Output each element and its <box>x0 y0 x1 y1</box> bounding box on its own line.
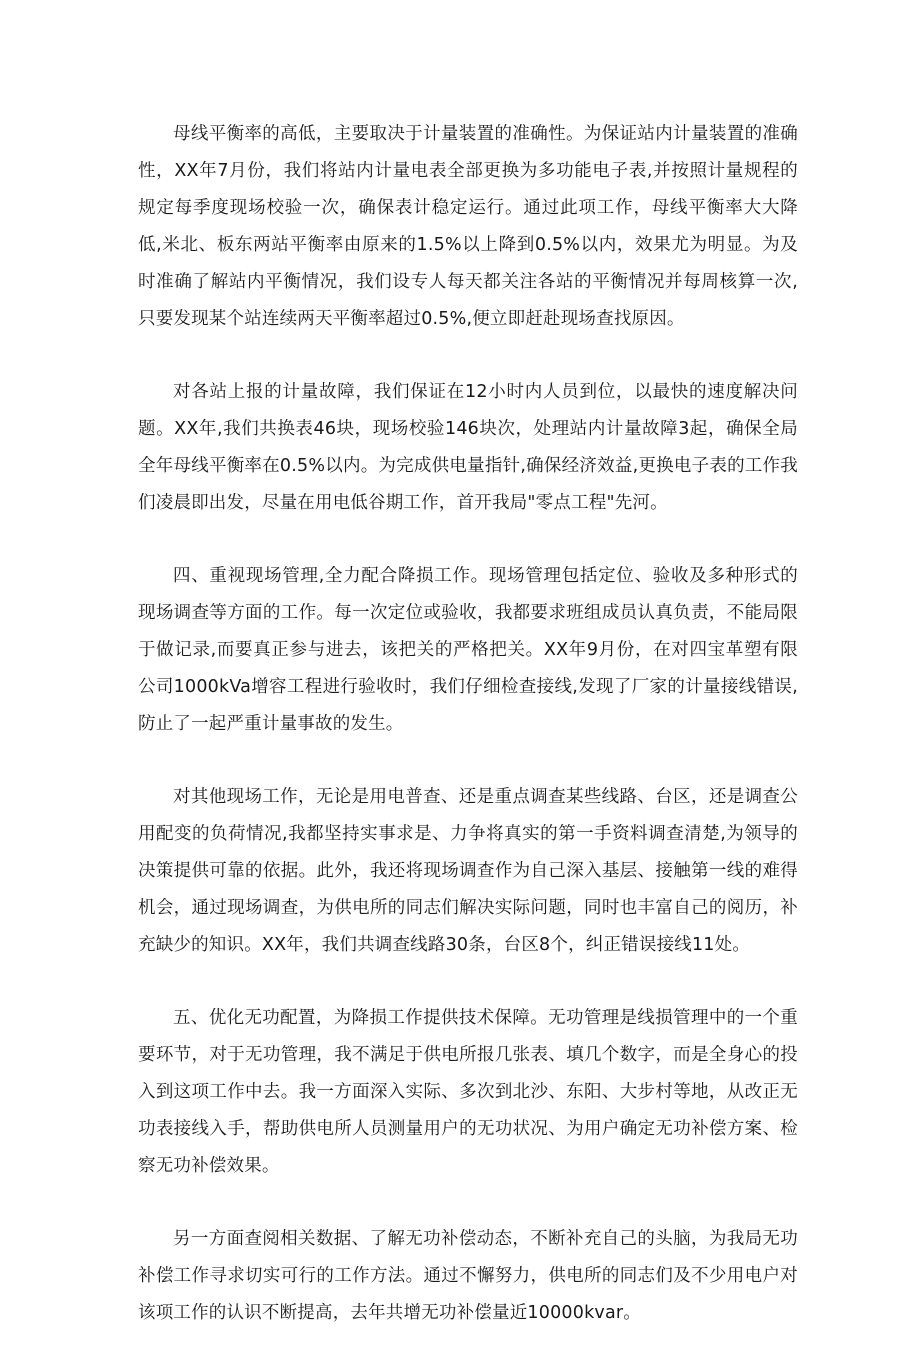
document-body <box>138 116 798 1368</box>
paragraph-metering-faults: 对各站上报的计量故障，我们保证在12小时内人员到位，以最快的速度解决问题。XX年,我们共换表46块，现场校验146块次，处理站内计量故障3起，确保全局全年母线平衡率在0.5%以内。为完成供电量指针,确保经济效益,更换电子表的工作我们凌晨即出发，尽量在用电低谷期工作，首开我局"零点工程"先河。 <box>138 382 798 513</box>
paragraph-reactive-compensation: 另一方面查阅相关数据、了解无功补偿动态，不断补充自己的头脑，为我局无功补偿工作寻求切实可行的工作方法。通过不懈努力，供电所的同志们及不少用电户对该项工作的认识不断提高，去年共增无功补偿量近10000kvar。 <box>138 1229 798 1323</box>
paragraph-site-management: 四、重视现场管理,全力配合降损工作。现场管理包括定位、验收及多种形式的现场调查等方面的工作。每一次定位或验收，我都要求班组成员认真负责，不能局限于做记录,而要真正参与进去，该把关的严格把关。XX年9月份，在对四宝革塑有限公司1000kVa增容工程进行验收时，我们仔细检查接线,发现了厂家的计量接线错误,防止了一起严重计量事故的发生。 <box>138 566 798 734</box>
paragraph-field-survey: 对其他现场工作，无论是用电普查、还是重点调查某些线路、台区，还是调查公用配变的负荷情况,我都坚持实事求是、力争将真实的第一手资料调查清楚,为领导的决策提供可靠的依据。此外，我还将现场调查作为自己深入基层、接触第一线的难得机会，通过现场调查，为供电所的同志们解决实际问题，同时也丰富自己的阅历，补充缺少的知识。XX年，我们共调查线路30条，台区8个，纠正错误接线11处。 <box>138 787 798 955</box>
paragraph-metering-accuracy: 母线平衡率的高低，主要取决于计量装置的准确性。为保证站内计量装置的准确性，XX年7月份，我们将站内计量电表全部更换为多功能电子表,并按照计量规程的规定每季度现场校验一次，确保表计稳定运行。通过此项工作，母线平衡率大大降低,米北、板东两站平衡率由原来的1.5%以上降到0.5%以内，效果尤为明显。为及时准确了解站内平衡情况，我们设专人每天都关注各站的平衡情况并每周核算一次,只要发现某个站连续两天平衡率超过0.5%,便立即赶赴现场查找原因。 <box>138 124 798 329</box>
paragraph-reactive-power: 五、优化无功配置，为降损工作提供技术保障。无功管理是线损管理中的一个重要环节，对于无功管理，我不满足于供电所报几张表、填几个数字，而是全身心的投入到这项工作中去。我一方面深入实际、多次到北沙、东阳、大步村等地，从改正无功表接线入手，帮助供电所人员测量用户的无功状况、为用户确定无功补偿方案、检察无功补偿效果。 <box>138 1008 798 1176</box>
